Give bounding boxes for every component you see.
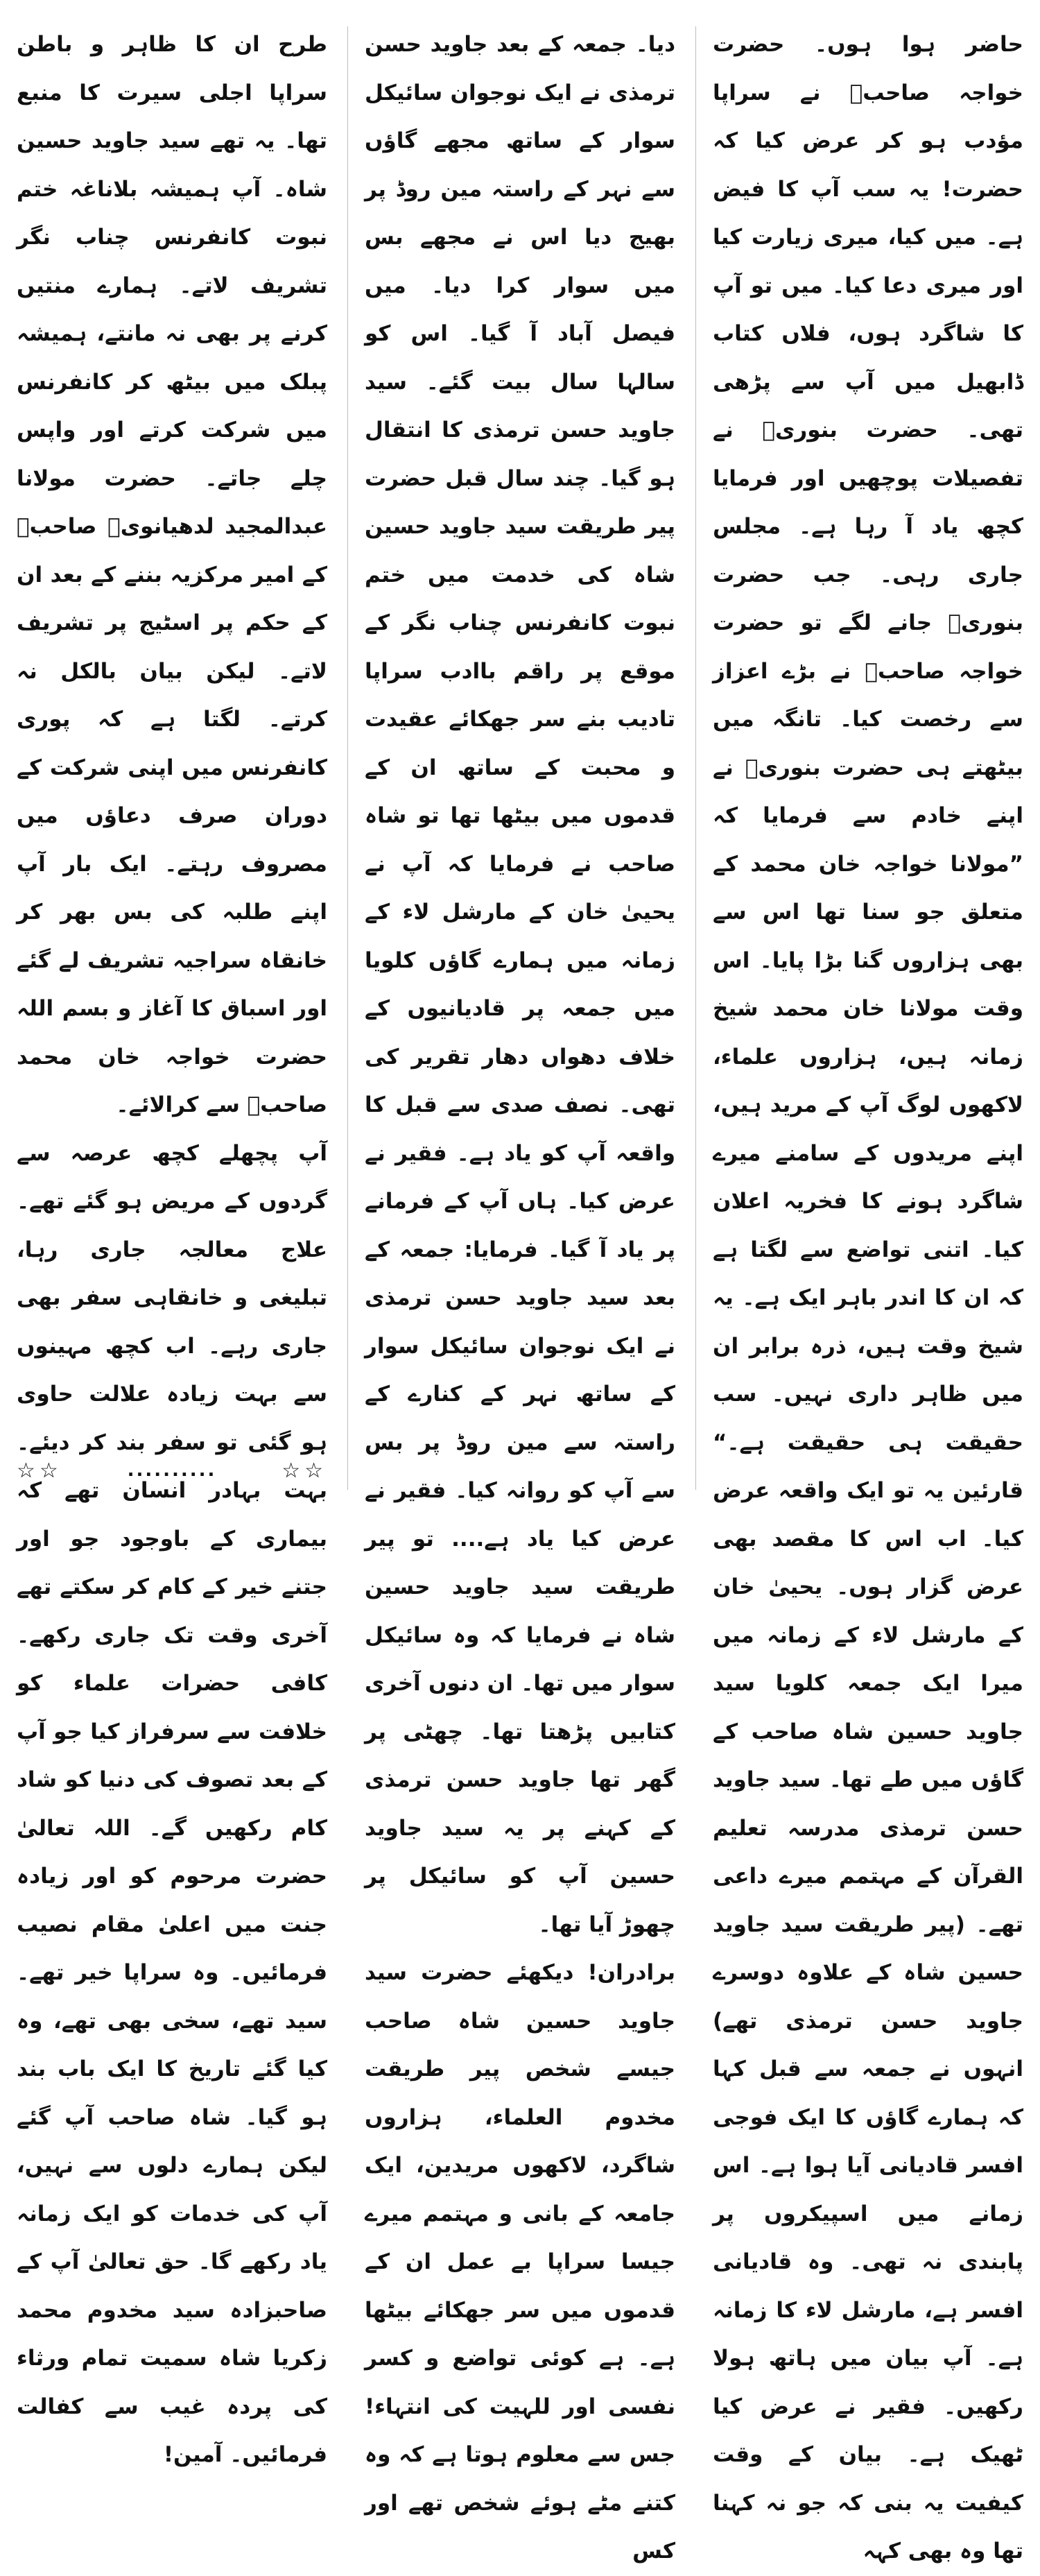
article-paragraph: برادران! دیکھئے حضرت سید جاوید حسین شاہ صاحب جیسے شخص پیر طریقت مخدوم العلماء، ہزاروں شاگرد، لاکھوں مریدین، ایک جامعہ کے بانی و مہتمم میرے جیسا سراپا بے عمل ان کے قدموں میں سر جھکائے بیٹھا ہے۔ ہے کوئی تواضع و کسر نفسی اور للہیت کی انتہاء! جس سے معلوم ہوتا ہے کہ وہ کتنے مٹے ہوئے شخص تھے اور کس — [365, 1960, 675, 2564]
article-paragraph: دیا۔ جمعہ کے بعد جاوید حسن ترمذی نے ایک نوجوان سائیکل سوار کے ساتھ مجھے گاؤں سے نہر کے راستہ مین روڈ پر بھیج دیا اس نے مجھے بس میں سوار کرا دیا۔ میں فیصل آباد آ گیا۔ اس کو سالہا سال بیت گئے۔ سید جاوید حسن ترمذی کا انتقال ہو گیا۔ چند سال قبل حضرت پیر طریقت سید جاوید حسین شاہ کی خدمت میں ختم نبوت کانفرنس چناب نگر کے موقع پر راقم باادب سراپا تادیب بنے سر جھکائے عقیدت و محبت کے ساتھ ان کے قدموں میں بیٹھا تھا تو شاہ صاحب نے فرمایا کہ آپ نے یحییٰ خان کے مارشل لاء کے زمانہ میں ہمارے گاؤں کلویا میں جمعہ پر قادیانیوں کے خلاف دھواں دھار تقریر کی تھی۔ نصف صدی سے قبل کا واقعہ آپ کو یاد ہے۔ فقیر نے عرض کیا۔ ہاں آپ کے فرمانے پر یاد آ گیا۔ فرمایا: جمعہ کے بعد سید جاوید حسن ترمذی نے ایک نوجوان سائیکل سوار کے ساتھ نہر کے کنارے کے راستہ سے مین روڈ پر بس سے آپ کو روانہ کیا۔ فقیر نے عرض کیا یاد ہے.... تو پیر طریقت سید جاوید حسین شاہ نے فرمایا کہ وہ سائیکل سوار میں تھا۔ ان دنوں آخری کتابیں پڑھتا تھا۔ چھٹی پر گھر تھا جاوید حسن ترمذی کے کہنے پر یہ سید جاوید حسین آپ کو سائیکل پر چھوڑ آیا تھا۔ — [365, 32, 675, 1937]
column-divider — [695, 26, 696, 1490]
end-stars-right: ☆☆ — [281, 1458, 327, 1483]
article-column-3 — [17, 21, 327, 2467]
article-paragraph: حاضر ہوا ہوں۔ حضرت خواجہ صاحبؒ نے سراپا مؤدب ہو کر عرض کیا کہ حضرت! یہ سب آپ کا فیض ہے۔ میں کیا، میری زیارت کیا اور میری دعا کیا۔ میں تو آپ کا شاگرد ہوں، فلاں کتاب ڈابھیل میں آپ سے پڑھی تھی۔ حضرت بنوریؒ نے تفصیلات پوچھیں اور فرمایا کچھ یاد آ رہا ہے۔ مجلس جاری رہی۔ جب حضرت بنوریؒ جانے لگے تو حضرت خواجہ صاحبؒ نے بڑے اعزاز سے رخصت کیا۔ تانگہ میں بیٹھتے ہی حضرت بنوریؒ نے اپنے خادم سے فرمایا کہ ”مولانا خواجہ خان محمد کے متعلق جو سنا تھا اس سے بھی ہزاروں گنا بڑا پایا۔ اس وقت مولانا خان محمد شیخ زمانہ ہیں، ہزاروں علماء، لاکھوں لوگ آپ کے مرید ہیں، اپنے مریدوں کے سامنے میرے شاگرد ہونے کا فخریہ اعلان کیا۔ اتنی تواضع سے لگتا ہے کہ ان کا اندر باہر ایک ہے۔ یہ شیخ وقت ہیں، ذرہ برابر ان میں ظاہر داری نہیں۔ سب حقیقت ہی حقیقت ہے۔“ — [713, 32, 1023, 1455]
end-dots: .......... — [127, 1460, 217, 1481]
column-divider — [347, 26, 348, 1490]
article-paragraph: طرح ان کا ظاہر و باطن سراپا اجلی سیرت کا منبع تھا۔ یہ تھے سید جاوید حسین شاہ۔ آپ ہمیشہ بلاناغہ ختم نبوت کانفرنس چناب نگر تشریف لاتے۔ ہمارے منتیں کرنے پر بھی نہ مانتے، ہمیشہ پبلک میں بیٹھ کر کانفرنس میں شرکت کرتے اور واپس چلے جاتے۔ حضرت مولانا عبدالمجید لدھیانویؒ صاحبؒ کے امیر مرکزیہ بننے کے بعد ان کے حکم پر اسٹیج پر تشریف لاتے۔ لیکن بیان بالکل نہ کرتے۔ لگتا ہے کہ پوری کانفرنس میں اپنی شرکت کے دوران صرف دعاؤں میں مصروف رہتے۔ ایک بار آپ اپنے طلبہ کی بس بھر کر خانقاہ سراجیہ تشریف لے گئے اور اسباق کا آغاز و بسم اللہ حضرت خواجہ خان محمد صاحبؒ سے کرالائے۔ — [17, 32, 327, 1117]
article-column-2 — [365, 21, 675, 2564]
article-end-marks — [17, 1450, 327, 1491]
article-paragraph: آپ پچھلے کچھ عرصہ سے گردوں کے مریض ہو گئے تھے۔ علاج معالجہ جاری رہا، تبلیغی و خانقاہی سفر بھی جاری رہے۔ اب کچھ مہینوں سے بہت زیادہ علالت حاوی ہو گئی تو سفر بند کر دیئے۔ بہت بہادر انسان تھے کہ بیماری کے باوجود جو اور جتنے خیر کے کام کر سکتے تھے آخری وقت تک جاری رکھے۔ کافی حضرات علماء کو خلافت سے سرفراز کیا جو آپ کے بعد تصوف کی دنیا کو شاد کام رکھیں گے۔ اللہ تعالیٰ حضرت مرحوم کو اور زیادہ جنت میں اعلیٰ مقام نصیب فرمائیں۔ وہ سراپا خیر تھے۔ سید تھے، سخی بھی تھے، وہ کیا گئے تاریخ کا ایک باب بند ہو گیا۔ شاہ صاحب آپ گئے لیکن ہمارے دلوں سے نہیں، آپ کی خدمات کو ایک زمانہ یاد رکھے گا۔ حق تعالیٰ آپ کے صاحبزادہ سید مخدوم محمد زکریا شاہ سمیت تمام ورثاء کی پردہ غیب سے کفالت فرمائیں۔ آمین! — [17, 1140, 327, 2467]
end-stars-left: ☆☆ — [17, 1458, 62, 1483]
article-paragraph: قارئین یہ تو ایک واقعہ عرض کیا۔ اب اس کا مقصد بھی عرض گزار ہوں۔ یحییٰ خان کے مارشل لاء کے زمانہ میں میرا ایک جمعہ کلویا سید جاوید حسین شاہ صاحب کے گاؤں میں طے تھا۔ سید جاوید حسن ترمذی مدرسہ تعلیم القرآن کے مہتمم میرے داعی تھے۔ (پیر طریقت سید جاوید حسین شاہ کے علاوہ دوسرے جاوید حسن ترمذی تھے) انہوں نے جمعہ سے قبل کہا کہ ہمارے گاؤں کا ایک فوجی افسر قادیانی آیا ہوا ہے۔ اس زمانے میں اسپیکروں پر پابندی نہ تھی۔ وہ قادیانی افسر ہے، مارشل لاء کا زمانہ ہے۔ آپ بیان میں ہاتھ ہولا رکھیں۔ فقیر نے عرض کیا ٹھیک ہے۔ بیان کے وقت کیفیت یہ بنی کہ جو نہ کہنا تھا وہ بھی کہہ — [713, 1478, 1023, 2564]
article-column-1 — [713, 21, 1023, 2564]
